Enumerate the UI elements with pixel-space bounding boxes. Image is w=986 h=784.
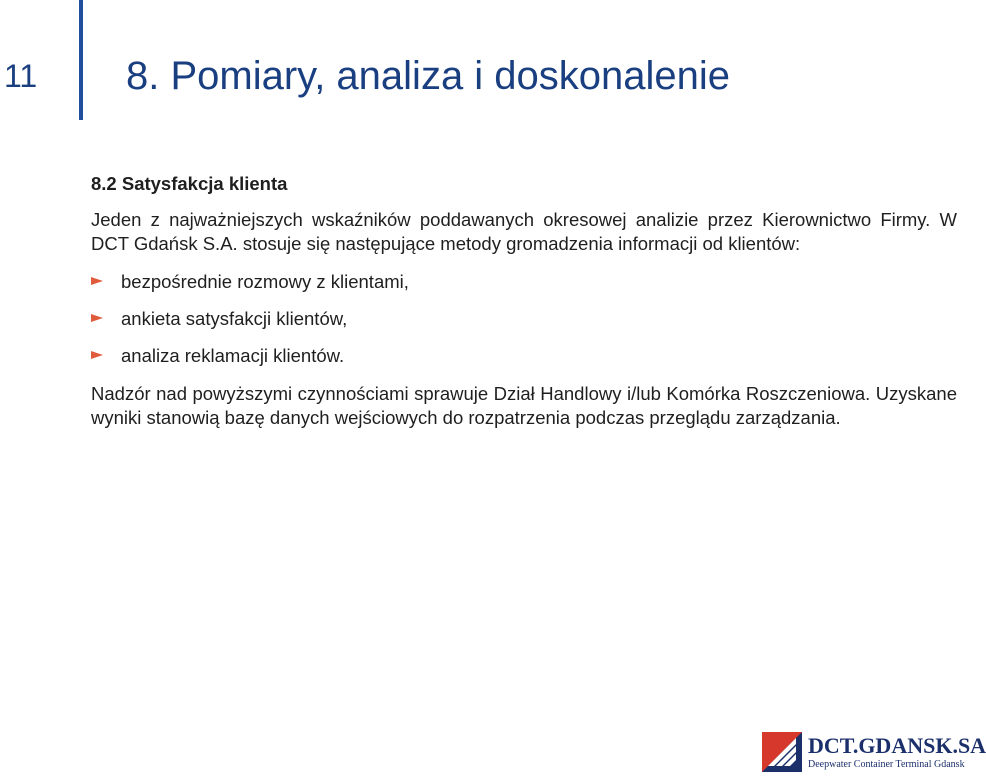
- triangle-bullet-icon: [91, 277, 103, 285]
- list-item-text: ankieta satysfakcji klientów,: [121, 308, 348, 329]
- intro-paragraph: Jeden z najważniejszych wskaźników poddawanych okresowej analizie przez Kierownictwo Firmy. W DCT Gdańsk S.A. stosuje się następujące metody gromadzenia informacji od klientów:: [91, 209, 957, 254]
- page-number: 11: [4, 58, 38, 94]
- bullet-list: [91, 270, 957, 368]
- page-title: 8. Pomiary, analiza i doskonalenie: [126, 54, 731, 98]
- subsection-title: 8.2 Satysfakcja klienta: [91, 173, 288, 194]
- triangle-bullet-icon: [91, 314, 103, 322]
- closing-paragraph: Nadzór nad powyższymi czynnościami sprawuje Dział Handlowy i/lub Komórka Roszczeniowa. Uzyskane wyniki stanowią bazę danych wejściowych do rozpatrzenia podczas przeglądu zarządzania.: [91, 383, 957, 428]
- dct-logo-mark-icon: [762, 732, 802, 772]
- list-item: [91, 344, 957, 368]
- list-item-text: bezpośrednie rozmowy z klientami,: [121, 271, 409, 292]
- content: [91, 172, 957, 430]
- logo-tagline: Deepwater Container Terminal Gdansk: [808, 759, 965, 770]
- list-item: [91, 270, 957, 294]
- list-item: [91, 307, 957, 331]
- triangle-bullet-icon: [91, 351, 103, 359]
- company-logo: [762, 732, 986, 776]
- title-accent-bar: [79, 0, 83, 120]
- logo-name: DCT.GDANSK.SA: [808, 733, 986, 758]
- list-item-text: analiza reklamacji klientów.: [121, 345, 345, 366]
